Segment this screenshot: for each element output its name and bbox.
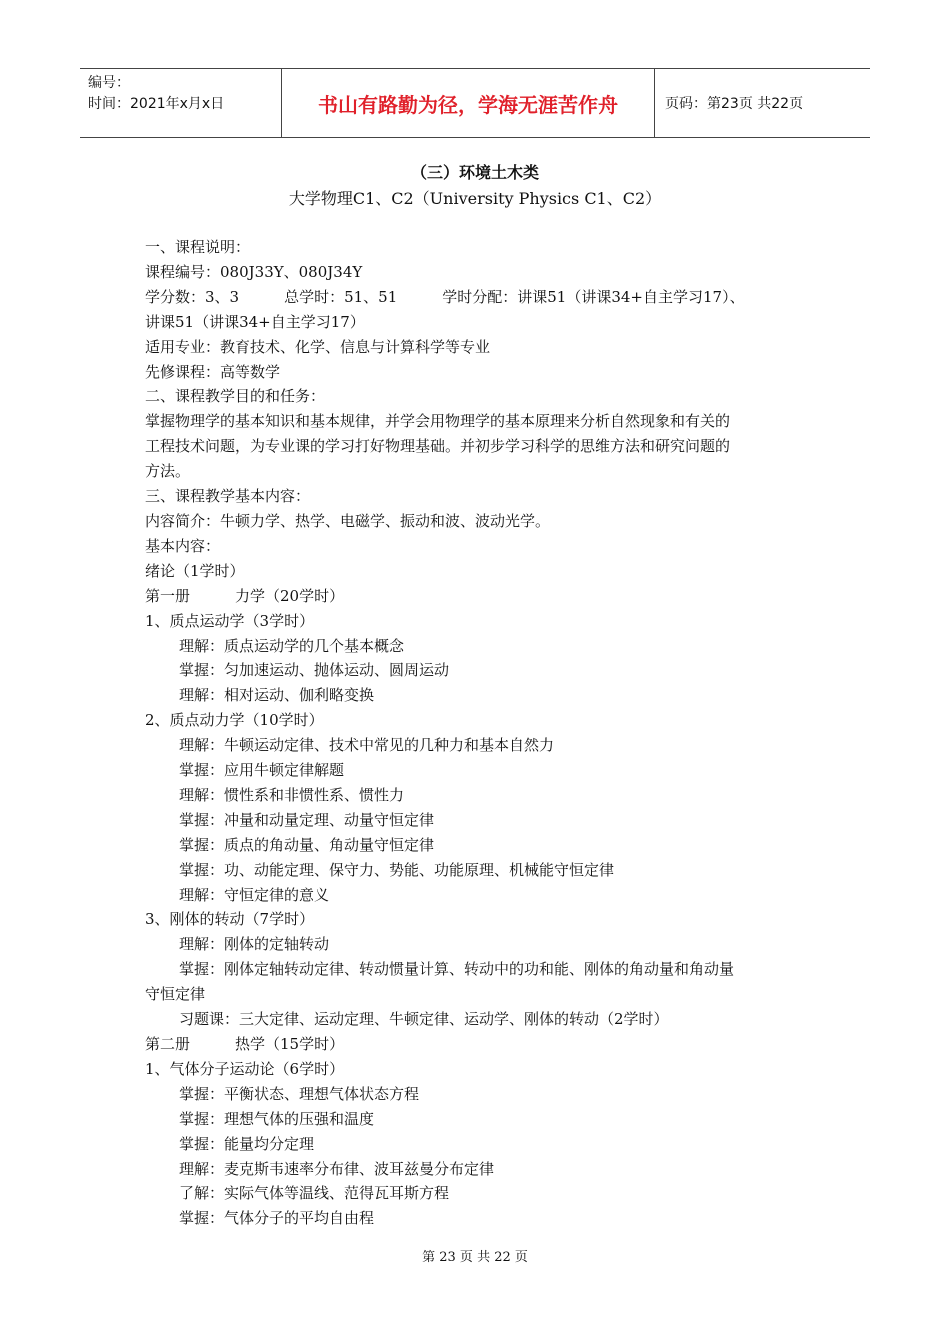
text-line: 一、课程说明： xyxy=(145,238,251,256)
text-line: 适用专业：教育技术、化学、信息与计算科学等专业 xyxy=(145,337,491,356)
text-line: 掌握：质点的角动量、角动量守恒定律 xyxy=(179,835,435,854)
text-line: 掌握：功、动能定理、保守力、势能、功能原理、机械能守恒定律 xyxy=(179,860,615,879)
text-line: 方法。 xyxy=(145,462,191,481)
text-line: 掌握：气体分子的平均自由程 xyxy=(179,1209,375,1228)
text-line: 第二册 热学（15学时） xyxy=(145,1035,345,1053)
text-line: 基本内容： xyxy=(145,536,221,555)
text-line: 理解：牛顿运动定律、技术中常见的几种力和基本自然力 xyxy=(179,736,555,755)
page-header xyxy=(80,68,870,138)
text-line: 守恒定律 xyxy=(145,985,206,1004)
text-line: 3、刚体的转动（7学时） xyxy=(145,910,315,929)
text-line: 第一册 力学（20学时） xyxy=(145,586,345,605)
text-line: 掌握：冲量和动量定理、动量守恒定律 xyxy=(179,810,435,829)
text-line: 理解：麦克斯韦速率分布律、波耳兹曼分布定律 xyxy=(179,1159,495,1178)
text-line: 学分数：3、3 总学时：51、51 学时分配：讲课51（讲课34+自主学习17）、 xyxy=(145,287,745,306)
text-line: 工程技术问题，为专业课的学习打好物理基础。并初步学习科学的思维方法和研究问题的 xyxy=(145,437,731,456)
text-line: 了解：实际气体等温线、范得瓦耳斯方程 xyxy=(179,1184,450,1203)
text-line: 掌握物理学的基本知识和基本规律，并学会用物理学的基本原理来分析自然现象和有关的 xyxy=(145,412,731,431)
text-line: 1、质点运动学（3学时） xyxy=(145,611,315,630)
text-line: 理解：惯性系和非惯性系、惯性力 xyxy=(179,785,405,804)
text-line: 讲课51（讲课34+自主学习17） xyxy=(145,312,365,331)
text-line: 理解：刚体的定轴转动 xyxy=(179,935,330,954)
text-line: 课程编号：080J33Y、080J34Y xyxy=(145,262,363,281)
text-line: 掌握：能量均分定理 xyxy=(179,1134,315,1153)
text-line: 掌握：应用牛顿定律解题 xyxy=(179,761,345,780)
text-line: 掌握：刚体定轴转动定律、转动惯量计算、转动中的功和能、刚体的角动量和角动量 xyxy=(179,960,735,979)
text-line: 内容简介：牛顿力学、热学、电磁学、振动和波、波动光学。 xyxy=(145,511,551,530)
text-line: 2、质点动力学（10学时） xyxy=(145,711,324,730)
text-line: 绪论（1学时） xyxy=(145,561,245,580)
text-line: 1、气体分子运动论（6学时） xyxy=(145,1059,345,1078)
document-body xyxy=(145,235,810,1231)
text-line: 理解：守恒定律的意义 xyxy=(179,885,330,904)
text-line: 掌握：匀加速运动、抛体运动、圆周运动 xyxy=(179,661,450,680)
header-number-label: 编号： xyxy=(88,75,130,91)
text-line: 习题课：三大定律、运动定理、牛顿定律、运动学、刚体的转动（2学时） xyxy=(179,1010,669,1029)
text-line: 掌握：理想气体的压强和温度 xyxy=(179,1109,375,1128)
text-line: 理解：相对运动、伽利略变换 xyxy=(179,686,375,705)
header-motto: 书山有路勤为径，学海无涯苦作舟 xyxy=(282,69,655,137)
text-line: 二、课程教学目的和任务： xyxy=(145,387,326,406)
header-page-info: 页码：第23页 共22页 xyxy=(665,96,804,112)
course-title: 大学物理C1、C2（University Physics C1、C2） xyxy=(288,189,662,208)
header-meta xyxy=(80,69,282,137)
section-title: （三）环境土木类 xyxy=(410,163,539,182)
text-line: 掌握：平衡状态、理想气体状态方程 xyxy=(179,1084,420,1103)
text-line: 理解：质点运动学的几个基本概念 xyxy=(179,636,405,655)
header-time-label: 时间：2021年x月x日 xyxy=(88,96,225,112)
page-footer: 第 23 页 共 22 页 xyxy=(422,1250,528,1265)
text-line: 三、课程教学基本内容： xyxy=(145,487,311,506)
text-line: 先修课程：高等数学 xyxy=(145,362,281,381)
